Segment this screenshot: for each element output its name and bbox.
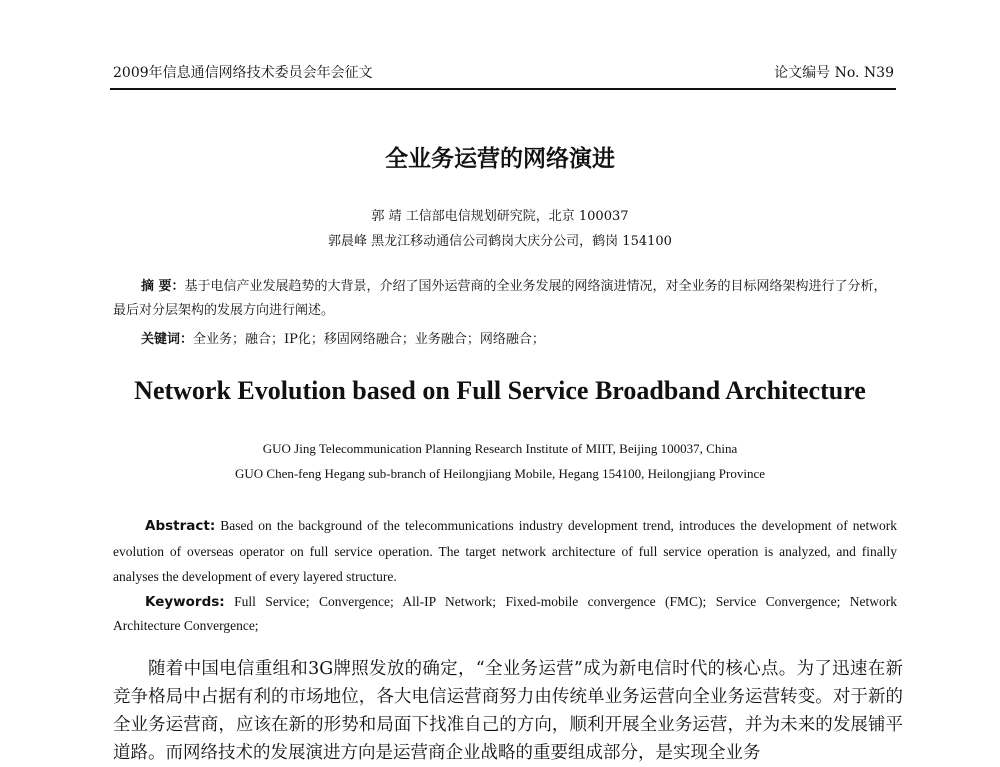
english-keywords-text: Full Service; Convergence; All-IP Network; Fixed-mobile convergence (FMC); Service Convergence; Network Architecture Convergence;	[113, 594, 898, 633]
chinese-keywords-text: 全业务；融合；IP化；移固网络融合；业务融合；网络融合；	[193, 332, 545, 347]
english-keywords-label: Keywords:	[145, 594, 225, 610]
english-author-2: GUO Chen-feng Hegang sub-branch of Heilongjiang Mobile, Hegang 154100, Heilongjiang Province	[235, 466, 765, 481]
body-paragraph: 随着中国电信重组和3G牌照发放的确定，“全业务运营”成为新电信时代的核心点。为了迅速在新竞争格局中占据有利的市场地位，各大电信运营商努力由传统单业务运营向全业务运营转变。对于新的全业务运营商，应该在新的形势和局面下找准自己的方向，顺利开展全业务运营，并为未来的发展铺平道路。而网络技术的发展演进方向是运营商企业战略的重要组成部分，是实现全业务	[113, 659, 903, 763]
english-author-1: GUO Jing Telecommunication Planning Research Institute of MIIT, Beijing 100037, China	[262, 441, 738, 456]
header-divider	[110, 88, 896, 90]
chinese-title: 全业务运营的网络演进	[385, 146, 615, 172]
english-abstract-label: Abstract:	[145, 518, 216, 534]
english-title: Network Evolution based on Full Service Broadband Architecture	[134, 376, 866, 405]
chinese-keywords-label: 关键词：	[141, 332, 194, 347]
chinese-abstract-label: 摘 要：	[141, 279, 185, 294]
chinese-abstract-text: 基于电信产业发展趋势的大背景，介绍了国外运营商的全业务发展的网络演进情况，对全业务的目标网络架构进行了分析，最后对分层架构的发展方向进行阐述。	[113, 279, 887, 318]
english-abstract-text: Based on the background of the telecommunications industry development trend, introduces the development of network evolution of overseas operator on full service operation. The target network architecture of full service operation is analyzed, and finally analyses the development of every layered structure.	[113, 518, 898, 584]
chinese-author-1: 郭 靖 工信部电信规划研究院，北京 100037	[371, 209, 629, 224]
conference-header: 2009年信息通信网络技术委员会年会征文	[113, 65, 373, 81]
chinese-author-2: 郭晨峰 黑龙江移动通信公司鹤岗大庆分公司，鹤岗 154100	[328, 234, 672, 249]
english-keywords	[113, 590, 897, 637]
paper-number: 论文编号 No. N39	[774, 65, 894, 81]
chinese-abstract	[113, 275, 897, 323]
english-abstract	[113, 513, 897, 589]
chinese-keywords	[141, 328, 897, 347]
